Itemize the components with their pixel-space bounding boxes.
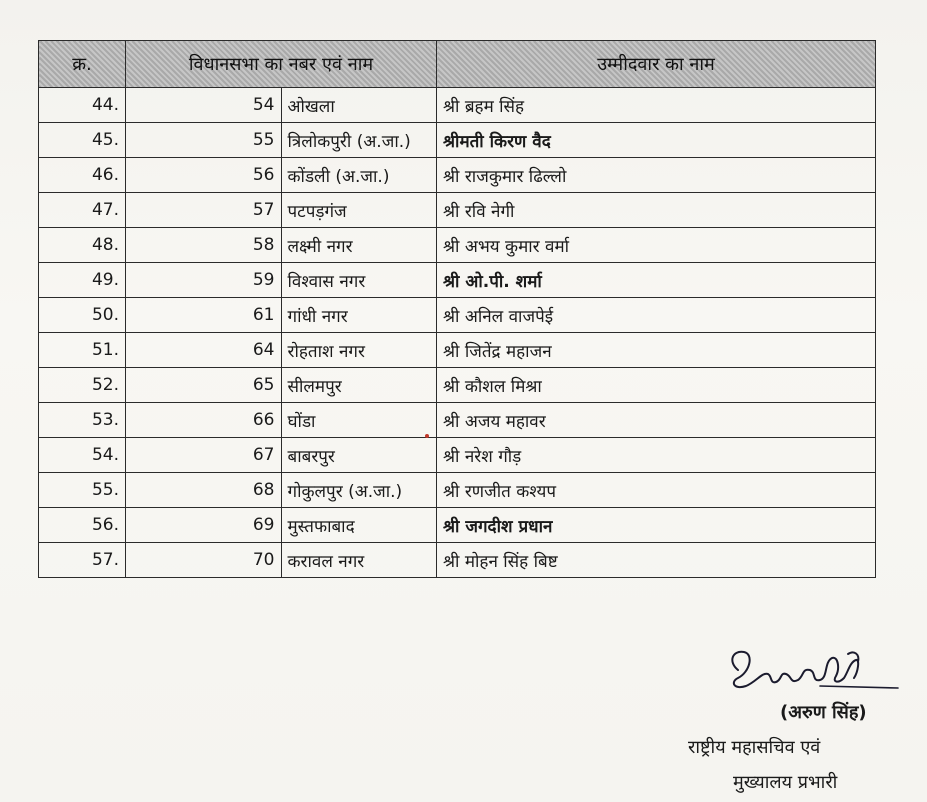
header-constituency: विधानसभा का नबर एवं नाम — [126, 41, 437, 88]
table-row — [39, 473, 876, 508]
header-serial: क्र. — [39, 41, 126, 88]
candidate-name-cell: श्री नरेश गौड़ — [437, 438, 876, 473]
candidate-name-cell: श्री ओ.पी. शर्मा — [437, 263, 876, 298]
serial-number-cell: 49. — [39, 263, 126, 298]
candidate-name-cell: श्री मोहन सिंह बिष्ट — [437, 543, 876, 578]
constituency-number-cell: 57 — [126, 193, 282, 228]
constituency-name-cell: बाबरपुर — [281, 438, 437, 473]
constituency-name-cell: सीलमपुर — [281, 368, 437, 403]
constituency-number-cell: 69 — [126, 508, 282, 543]
candidate-name-cell: श्रीमती किरण वैद — [437, 123, 876, 158]
serial-number-cell: 44. — [39, 88, 126, 123]
signatory-title-line1: राष्ट्रीय महासचिव एवं — [688, 737, 821, 758]
candidate-name-cell: श्री रणजीत कश्यप — [437, 473, 876, 508]
serial-number-cell: 57. — [39, 543, 126, 578]
table-header-row — [39, 41, 876, 88]
table-row — [39, 508, 876, 543]
constituency-number-cell: 67 — [126, 438, 282, 473]
constituency-number-cell: 65 — [126, 368, 282, 403]
constituency-name-cell: ओखला — [281, 88, 437, 123]
constituency-number-cell: 68 — [126, 473, 282, 508]
handwritten-signature — [720, 632, 900, 702]
table-row — [39, 193, 876, 228]
constituency-name-cell: मुस्तफाबाद — [281, 508, 437, 543]
candidate-name-cell: श्री कौशल मिश्रा — [437, 368, 876, 403]
constituency-number-cell: 54 — [126, 88, 282, 123]
serial-number-cell: 45. — [39, 123, 126, 158]
table-row — [39, 298, 876, 333]
constituency-name-cell: गोकुलपुर (अ.जा.) — [281, 473, 437, 508]
candidate-name-cell: श्री ब्रहम सिंह — [437, 88, 876, 123]
candidate-name-cell: श्री जगदीश प्रधान — [437, 508, 876, 543]
serial-number-cell: 52. — [39, 368, 126, 403]
serial-number-cell: 47. — [39, 193, 126, 228]
constituency-name-cell: करावल नगर — [281, 543, 437, 578]
signatory-title-line2: मुख्यालय प्रभारी — [733, 772, 838, 793]
constituency-number-cell: 55 — [126, 123, 282, 158]
table-row — [39, 403, 876, 438]
constituency-number-cell: 56 — [126, 158, 282, 193]
serial-number-cell: 56. — [39, 508, 126, 543]
table-body — [39, 88, 876, 578]
constituency-name-cell: घोंडा — [281, 403, 437, 438]
serial-number-cell: 51. — [39, 333, 126, 368]
table-row — [39, 123, 876, 158]
constituency-number-cell: 70 — [126, 543, 282, 578]
table-row — [39, 88, 876, 123]
constituency-number-cell: 64 — [126, 333, 282, 368]
table-row — [39, 228, 876, 263]
candidate-name-cell: श्री रवि नेगी — [437, 193, 876, 228]
candidate-name-cell: श्री अजय महावर — [437, 403, 876, 438]
table-row — [39, 543, 876, 578]
constituency-name-cell: कोंडली (अ.जा.) — [281, 158, 437, 193]
candidate-table — [38, 40, 876, 578]
serial-number-cell: 55. — [39, 473, 126, 508]
serial-number-cell: 46. — [39, 158, 126, 193]
ink-dot — [425, 434, 429, 438]
signatory-name: (अरुण सिंह) — [780, 702, 867, 723]
table-row — [39, 158, 876, 193]
constituency-number-cell: 66 — [126, 403, 282, 438]
constituency-number-cell: 61 — [126, 298, 282, 333]
constituency-name-cell: रोहताश नगर — [281, 333, 437, 368]
constituency-name-cell: विश्वास नगर — [281, 263, 437, 298]
table-row — [39, 368, 876, 403]
candidate-name-cell: श्री राजकुमार ढिल्लो — [437, 158, 876, 193]
constituency-number-cell: 58 — [126, 228, 282, 263]
constituency-name-cell: त्रिलोकपुरी (अ.जा.) — [281, 123, 437, 158]
header-candidate: उम्मीदवार का नाम — [437, 41, 876, 88]
constituency-name-cell: लक्ष्मी नगर — [281, 228, 437, 263]
constituency-name-cell: पटपड़गंज — [281, 193, 437, 228]
serial-number-cell: 48. — [39, 228, 126, 263]
constituency-name-cell: गांधी नगर — [281, 298, 437, 333]
table-row — [39, 333, 876, 368]
table-row — [39, 438, 876, 473]
candidate-name-cell: श्री अभय कुमार वर्मा — [437, 228, 876, 263]
candidate-name-cell: श्री अनिल वाजपेई — [437, 298, 876, 333]
constituency-number-cell: 59 — [126, 263, 282, 298]
serial-number-cell: 50. — [39, 298, 126, 333]
serial-number-cell: 54. — [39, 438, 126, 473]
candidate-name-cell: श्री जितेंद्र महाजन — [437, 333, 876, 368]
serial-number-cell: 53. — [39, 403, 126, 438]
table-row — [39, 263, 876, 298]
